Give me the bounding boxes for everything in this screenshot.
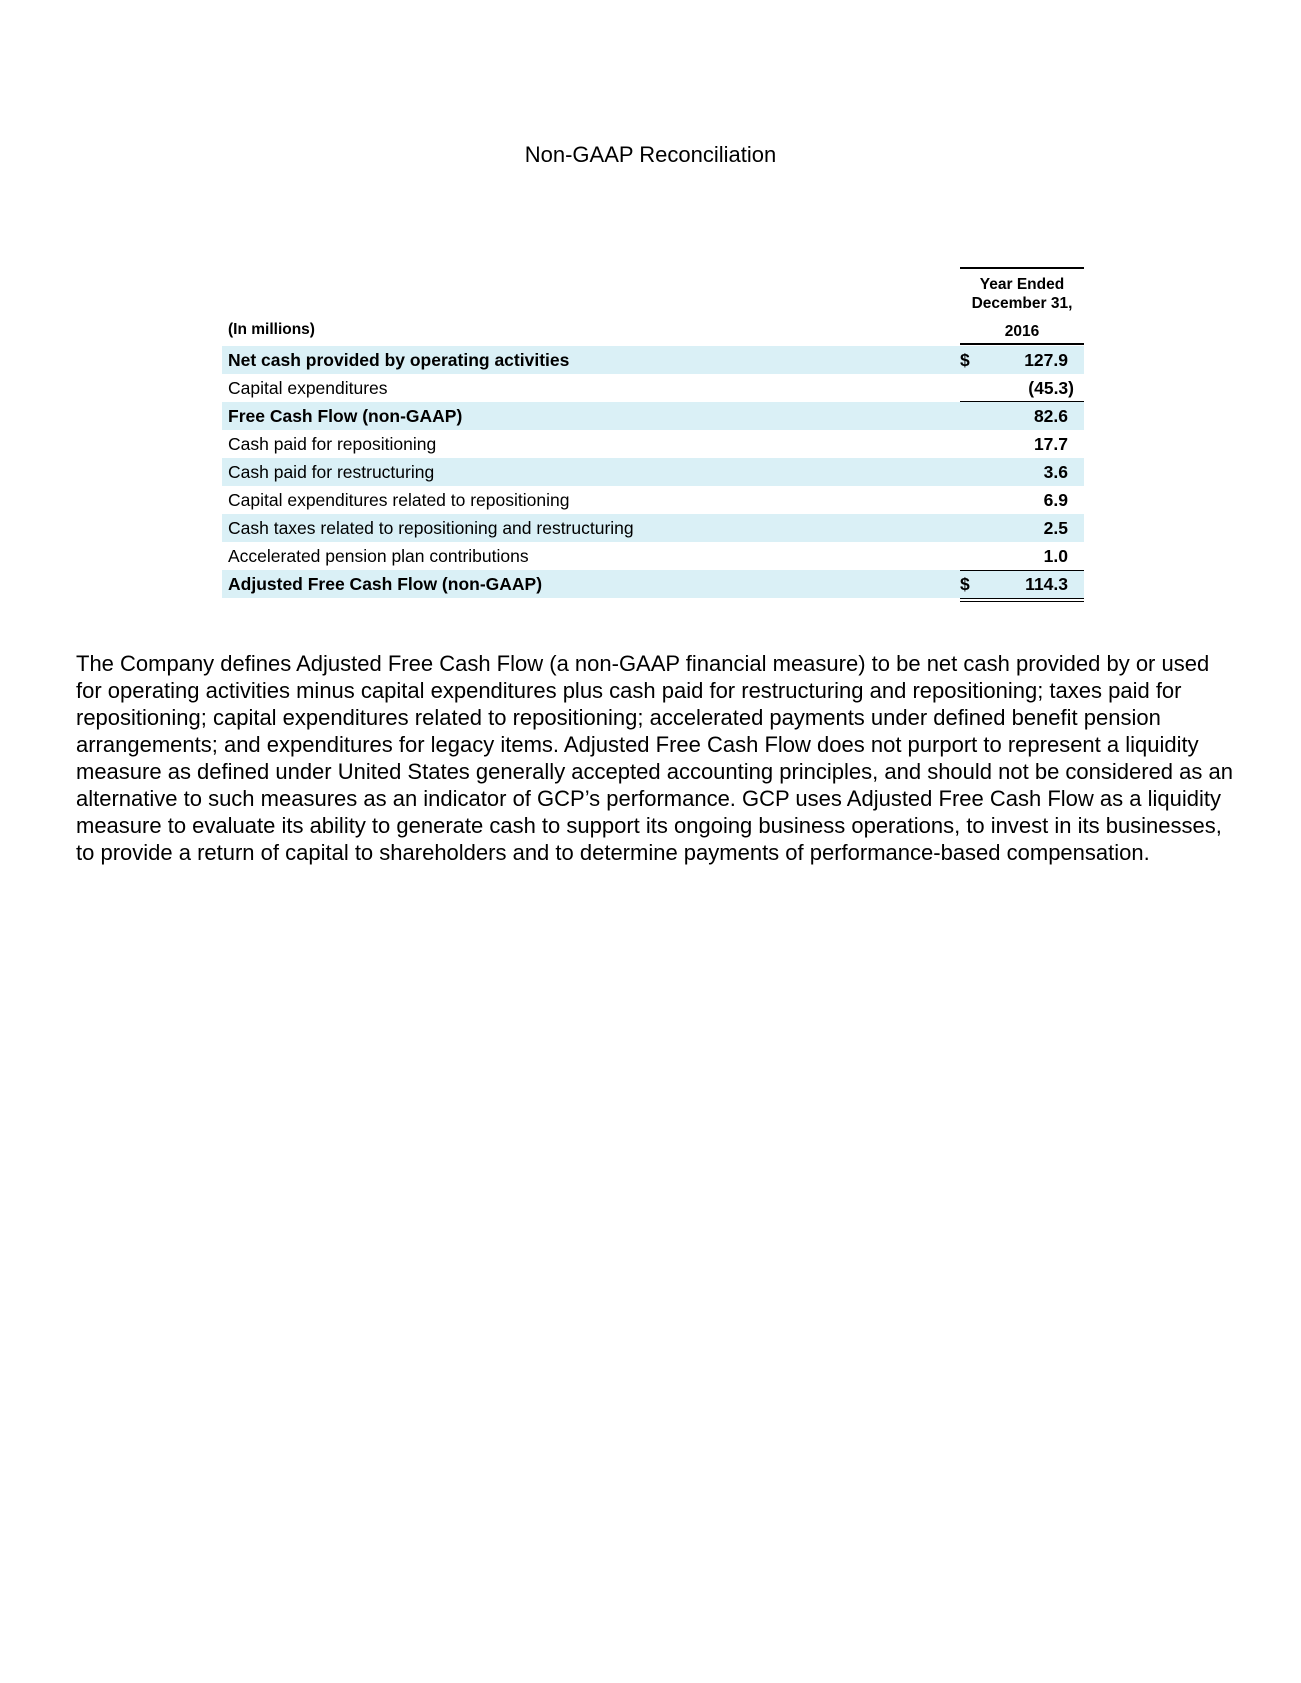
table-row [222,514,1084,542]
row-label: Capital expenditures [228,378,388,398]
table-row [222,402,1084,430]
page-title: Non-GAAP Reconciliation [524,142,777,167]
row-label: Accelerated pension plan contributions [228,546,529,566]
row-currency: $ [960,350,970,370]
row-value: 6.9 [1043,490,1068,510]
table-row [222,458,1084,486]
row-label: Net cash provided by operating activities [228,350,570,370]
row-label: Adjusted Free Cash Flow (non-GAAP) [228,574,543,594]
row-value: 3.6 [1043,462,1068,482]
table-row [222,542,1084,570]
units-label: (In millions) [228,321,315,338]
table-body [222,346,1084,598]
column-header-year: 2016 [960,322,1084,345]
row-currency: $ [960,574,970,594]
definition-paragraph: The Company defines Adjusted Free Cash Flow (a non-GAAP financial measure) to be net cash provided by or used for operating activities minus capital expenditures plus cash paid for restructuring and repositioning; taxes paid for repositioning; capital expenditures related to repositioning; accelerated payments under defined benefit pension arrangements; and expenditures for legacy items. Adjusted Free Cash Flow does not purport to represent a liquidity measure as defined under United States generally accepted accounting principles, and should not be considered as an alternative to such measures as an indicator of GCP’s performance. GCP uses Adjusted Free Cash Flow as a liquidity measure to evaluate its ability to generate cash to support its ongoing business operations, to invest in its businesses, to provide a return of capital to shareholders and to determine payments of performance-based compensation. [76,651,1233,865]
row-label: Free Cash Flow (non-GAAP) [228,406,463,426]
row-value: 82.6 [1033,406,1068,426]
row-label: Capital expenditures related to repositioning [228,490,570,510]
row-value: 2.5 [1043,518,1068,538]
column-header [960,267,1084,345]
row-value: 114.3 [1025,574,1068,594]
row-value: (45.3) [1028,378,1074,398]
column-header-line1: Year Ended [979,276,1065,293]
table-row [222,374,1084,402]
row-value: 127.9 [1024,350,1068,370]
table-row [222,430,1084,458]
table-row [222,346,1084,374]
row-label: Cash taxes related to repositioning and restructuring [228,518,634,538]
row-value: 1.0 [1043,546,1068,566]
row-label: Cash paid for restructuring [228,462,435,482]
row-label: Cash paid for repositioning [228,434,437,454]
table-row [222,486,1084,514]
column-header-line2: December 31, [971,295,1073,312]
row-value: 17.7 [1033,434,1068,454]
total-double-rule [960,598,1084,602]
table-row [222,570,1084,598]
